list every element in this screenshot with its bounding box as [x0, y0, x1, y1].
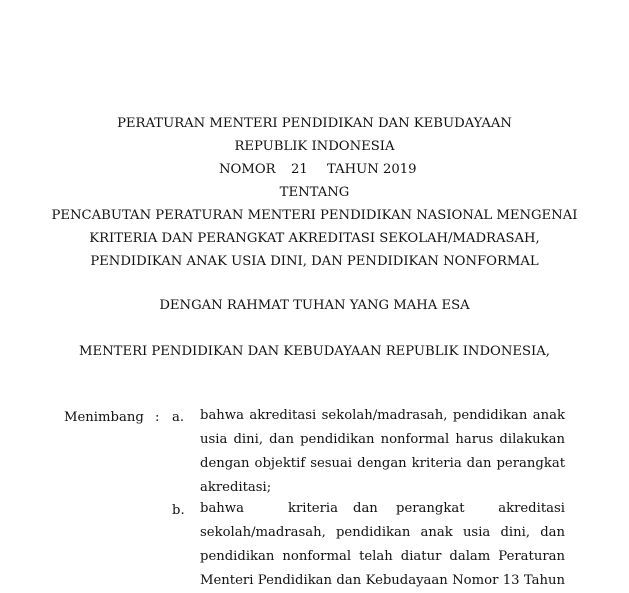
- item-letter-a: a.: [172, 410, 185, 425]
- consideration-b-line: sekolah/madrasah, pendidikan anak usia dini, dan: [200, 525, 565, 540]
- word: akreditasi: [498, 501, 565, 516]
- tahun-label: TAHUN 2019: [327, 162, 417, 177]
- subject-line-3: PENDIDIKAN ANAK USIA DINI, DAN PENDIDIKAN NONFORMAL: [90, 254, 539, 269]
- tentang-heading: TENTANG: [279, 185, 350, 200]
- item-letter-b: b.: [172, 503, 185, 518]
- menimbang-colon: :: [155, 410, 160, 425]
- nomor-value: 21: [291, 162, 308, 177]
- menteri-line: MENTERI PENDIDIKAN DAN KEBUDAYAAN REPUBLIK INDONESIA,: [78, 344, 550, 359]
- word: perangkat: [396, 501, 465, 516]
- subject-line-1: PENCABUTAN PERATURAN MENTERI PENDIDIKAN NASIONAL MENGENAI: [51, 208, 578, 223]
- consideration-b-line: Menteri Pendidikan dan Kebudayaan Nomor 13 Tahun: [200, 573, 565, 588]
- consideration-a: [200, 404, 565, 500]
- word: bahwa: [200, 501, 244, 516]
- consideration-b-line: [200, 497, 565, 521]
- word: kriteria: [288, 501, 339, 516]
- consideration-b: [200, 497, 565, 593]
- nomor-label: NOMOR: [219, 162, 276, 177]
- consideration-a-line: dengan objektif sesuai dengan kriteria dan perangkat: [200, 456, 565, 471]
- consideration-b-line: pendidikan nonformal telah diatur dalam Peraturan: [200, 549, 565, 564]
- regulation-title-line-2: REPUBLIK INDONESIA: [234, 139, 395, 154]
- regulation-title-line-1: PERATURAN MENTERI PENDIDIKAN DAN KEBUDAYAAN: [117, 116, 512, 131]
- rahmat-line: DENGAN RAHMAT TUHAN YANG MAHA ESA: [159, 298, 470, 313]
- consideration-a-line: usia dini, dan pendidikan nonformal harus dilakukan: [200, 432, 565, 447]
- menimbang-label: Menimbang: [64, 410, 144, 425]
- subject-line-2: KRITERIA DAN PERANGKAT AKREDITASI SEKOLAH/MADRASAH,: [89, 231, 540, 246]
- consideration-a-line: bahwa akreditasi sekolah/madrasah, pendidikan anak: [200, 408, 565, 423]
- word: dan: [353, 501, 378, 516]
- consideration-a-line: akreditasi;: [200, 480, 272, 495]
